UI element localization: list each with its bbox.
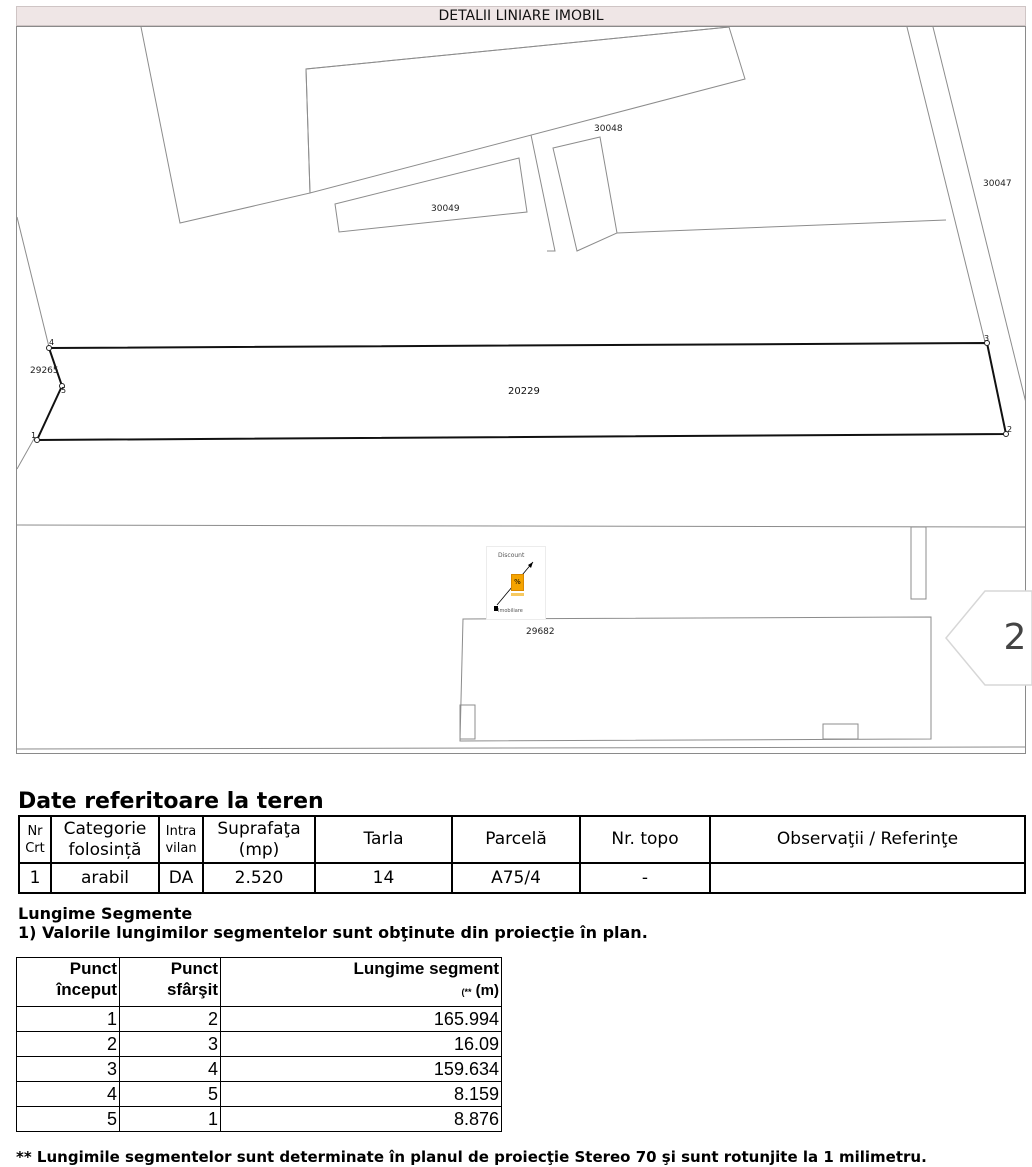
cell-tarla: 14 (315, 863, 452, 893)
header-punct-sfarsit-line2: sfârşit (166, 980, 218, 999)
left-line-b (17, 437, 35, 469)
discount-imobiliare-logo (486, 546, 546, 620)
header-parcela: Parcelă (452, 816, 580, 863)
vertex-label-3: 3 (984, 334, 990, 343)
cell-length: 159.634 (221, 1057, 502, 1082)
header-punct-inceput-line2: început (56, 980, 117, 999)
cadastral-map (16, 26, 1026, 754)
parcel-30049 (335, 158, 527, 232)
cell-observatii (710, 863, 1025, 893)
cell-end: 1 (120, 1107, 221, 1132)
label-30049: 30049 (431, 204, 460, 214)
label-30047: 30047 (983, 179, 1012, 189)
header-lungime-segment (221, 958, 502, 1007)
cell-end: 3 (120, 1032, 221, 1057)
road-line-top (17, 525, 1026, 527)
header-lungime-line1: Lungime segment (353, 959, 499, 978)
building-29682-annex (460, 705, 475, 739)
cell-length: 8.159 (221, 1082, 502, 1107)
segments-header-row (17, 958, 502, 1007)
cell-end: 2 (120, 1007, 221, 1032)
cell-start: 4 (17, 1082, 120, 1107)
cell-length: 8.876 (221, 1107, 502, 1132)
logo-text-top: Discount (498, 552, 525, 559)
header-punct-inceput-line1: Punct (69, 959, 117, 978)
cell-start: 2 (17, 1032, 120, 1057)
header-nr-topo: Nr. topo (580, 816, 710, 863)
strip-30048-b (553, 137, 617, 251)
vertex-label-4: 4 (49, 338, 55, 347)
cell-parcela: A75/4 (452, 863, 580, 893)
segments-heading: Lungime Segmente (18, 904, 193, 923)
cell-start: 3 (17, 1057, 120, 1082)
header-lungime-mark: (** (461, 987, 472, 997)
logo-text-bottom: Imobiliare (498, 608, 523, 614)
cell-end: 5 (120, 1082, 221, 1107)
logo-stripe (511, 593, 524, 596)
header-suprafata: Suprafaţa (mp) (203, 816, 315, 863)
segments-table (16, 957, 502, 1132)
right-line-b (933, 27, 1026, 407)
cell-start: 1 (17, 1007, 120, 1032)
cell-start: 5 (17, 1107, 120, 1132)
segments-note: 1) Valorile lungimilor segmentelor sunt obţinute din proiecţie în plan. (18, 923, 648, 942)
map-title: DETALII LINIARE IMOBIL (16, 6, 1026, 26)
vertex-label-1: 1 (31, 431, 37, 440)
teren-table (18, 815, 1026, 894)
logo-percent-icon: % (511, 574, 524, 591)
teren-header-row (19, 816, 1025, 863)
cell-nr: 1 (19, 863, 51, 893)
header-nr-crt: Nr Crt (19, 816, 51, 863)
cell-length: 165.994 (221, 1007, 502, 1032)
label-29265: 29265 (30, 366, 59, 376)
road-line-bottom (17, 747, 1026, 749)
header-lungime-unit: (m) (471, 982, 499, 999)
cell-end: 4 (120, 1057, 221, 1082)
parcel-30048-edge (617, 220, 946, 233)
table-row (17, 1007, 502, 1032)
header-punct-inceput (17, 958, 120, 1007)
table-row (19, 863, 1025, 893)
cell-length: 16.09 (221, 1032, 502, 1057)
vertex-label-5: 5 (61, 386, 67, 395)
label-20229: 20229 (508, 386, 540, 397)
header-observatii: Observaţii / Referinţe (710, 816, 1025, 863)
small-strip-right (911, 527, 926, 599)
left-line (17, 217, 49, 347)
right-line-a (907, 27, 985, 342)
table-row (17, 1057, 502, 1082)
cell-categorie: arabil (51, 863, 159, 893)
map-drawing (17, 27, 1026, 754)
header-intravilan: Intra vilan (159, 816, 203, 863)
label-30048: 30048 (594, 124, 623, 134)
header-categorie: Categorie folosință (51, 816, 159, 863)
segments-footnote: ** Lungimile segmentelor sunt determinate în planul de proiecţie Stereo 70 şi sunt rotunjite la 1 milimetru. (16, 1148, 927, 1166)
table-row (17, 1082, 502, 1107)
cell-intravilan: DA (159, 863, 203, 893)
section-title-teren: Date referitoare la teren (18, 789, 324, 814)
cell-nr-topo: - (580, 863, 710, 893)
strip-30048-a (531, 135, 555, 251)
header-tarla: Tarla (315, 816, 452, 863)
label-29682: 29682 (526, 627, 555, 637)
building-29682-door (823, 724, 858, 739)
header-punct-sfarsit-line1: Punct (170, 959, 218, 978)
cell-suprafata: 2.520 (203, 863, 315, 893)
table-row (17, 1107, 502, 1132)
building-big (306, 27, 745, 193)
header-punct-sfarsit (120, 958, 221, 1007)
page-number: 2 (1003, 617, 1027, 658)
vertex-label-2: 2 (1007, 425, 1013, 434)
table-row (17, 1032, 502, 1057)
